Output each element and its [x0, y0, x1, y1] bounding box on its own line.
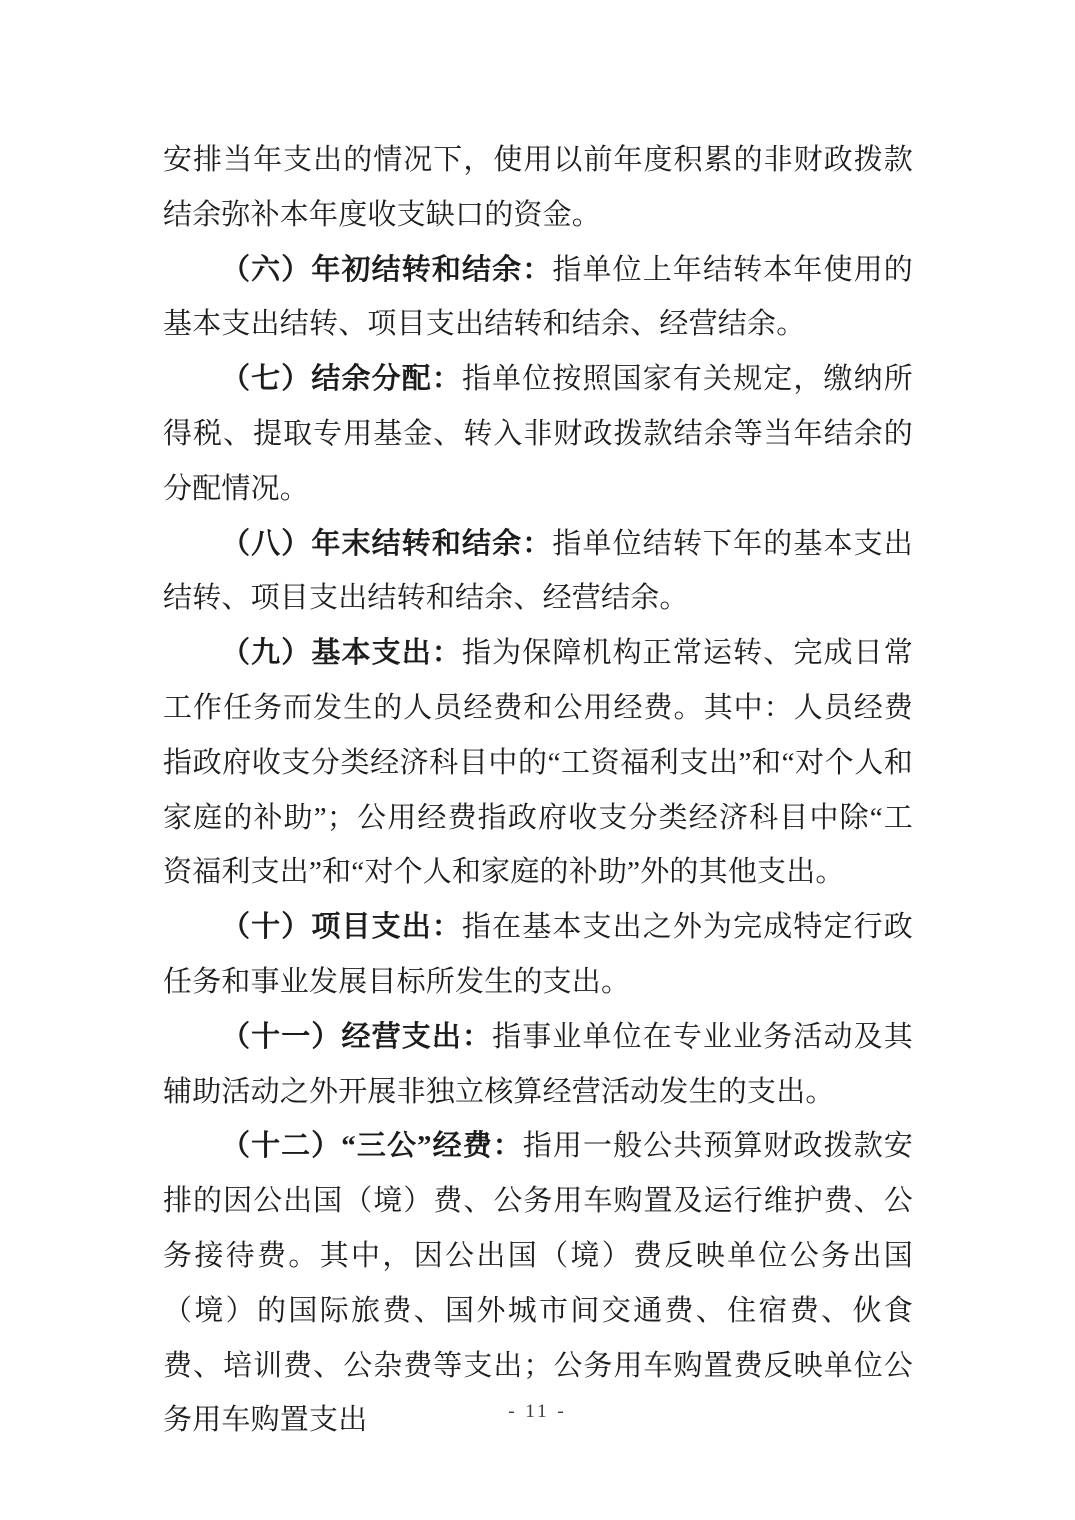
paragraph-text: 指在基本支出之外为完成特定行政任务和事业发展目标所发生的支出。	[163, 911, 913, 998]
paragraph-continuation	[163, 133, 913, 243]
paragraph-text: 指为保障机构正常运转、完成日常工作任务而发生的人员经费和公用经费。其中：人员经费指政府收支分类经济科目中的“工资福利支出”和“对个人和家庭的补助”；公用经费指政府收支分类经济科目中除“工资福利支出”和“对个人和家庭的补助”外的其他支出。	[163, 637, 913, 889]
paragraph-text: 指单位结转下年的基本支出结转、项目支出结转和结余、经营结余。	[163, 527, 914, 615]
paragraph-text: 指单位上年结转本年使用的基本支出结转、项目支出结转和结余、经营结余。	[163, 253, 914, 341]
paragraph-item-12	[163, 1119, 913, 1448]
paragraph-heading: （七）结余分配：	[221, 363, 463, 396]
paragraph-text: 指单位按照国家有关规定，缴纳所得税、提取专用基金、转入非财政拨款结余等当年结余的分配情况。	[163, 363, 913, 505]
paragraph-heading: （十）项目支出：	[221, 911, 463, 944]
paragraph-text: 指事业单位在专业业务活动及其辅助活动之外开展非独立核算经营活动发生的支出。	[163, 1020, 913, 1108]
paragraph-item-10	[163, 900, 913, 1010]
paragraph-item-6	[163, 243, 913, 353]
paragraph-heading: （十二）“三公”经费：	[221, 1130, 523, 1163]
document-body	[163, 133, 913, 1448]
paragraph-item-7	[163, 352, 913, 516]
paragraph-heading: （八）年末结转和结余：	[221, 527, 553, 560]
paragraph-text: 安排当年支出的情况下，使用以前年度积累的非财政拨款结余弥补本年度收支缺口的资金。	[163, 144, 913, 231]
paragraph-heading: （十一）经营支出：	[221, 1020, 493, 1053]
paragraph-item-8	[163, 517, 913, 627]
paragraph-heading: （六）年初结转和结余：	[221, 253, 553, 286]
paragraph-heading: （九）基本支出：	[221, 637, 463, 670]
paragraph-text: 指用一般公共预算财政拨款安排的因公出国（境）费、公务用车购置及运行维护费、公务接待费。其中，因公出国（境）费反映单位公务出国（境）的国际旅费、国外城市间交通费、住宿费、伙食费、培训费、公杂费等支出；公务用车购置费反映单位公务用车购置支出	[163, 1130, 913, 1437]
paragraph-item-11	[163, 1010, 913, 1120]
paragraph-item-9	[163, 626, 913, 900]
page-number: - 11 -	[508, 1401, 567, 1422]
